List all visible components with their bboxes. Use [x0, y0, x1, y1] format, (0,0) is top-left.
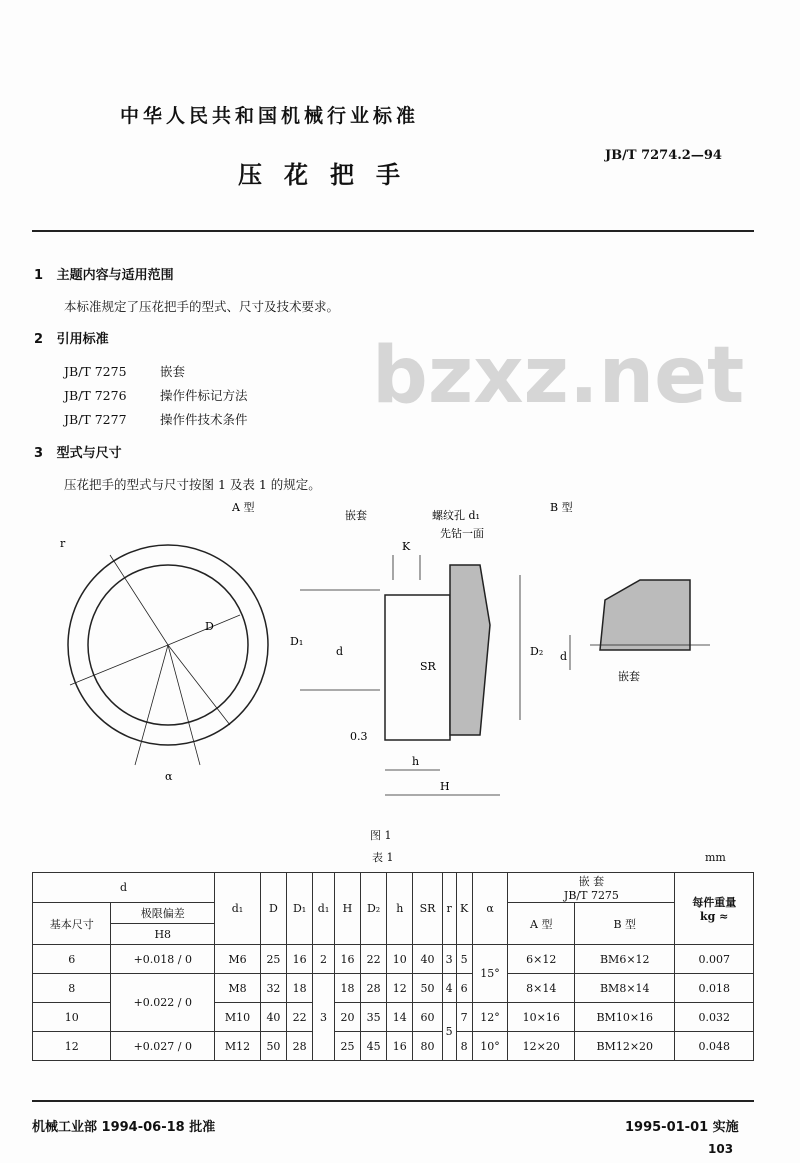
header-K: K	[456, 873, 472, 945]
cell: 12	[387, 974, 413, 1003]
cell: 3	[313, 974, 335, 1061]
cell: 32	[260, 974, 286, 1003]
cell: 18	[287, 974, 313, 1003]
header-r: r	[442, 873, 456, 945]
cell: 0.018	[675, 974, 754, 1003]
label-insert-b: 嵌套	[618, 670, 640, 683]
cell: 10×16	[508, 1003, 575, 1032]
cell: 0.048	[675, 1032, 754, 1061]
cell: 25	[334, 1032, 360, 1061]
header-alpha: α	[472, 873, 508, 945]
cell: 12°	[472, 1003, 508, 1032]
cell: 8	[456, 1032, 472, 1061]
cell: +0.018 / 0	[111, 945, 215, 974]
cell: 4	[442, 974, 456, 1003]
cell: 22	[361, 945, 387, 974]
section-1-heading: 1 主题内容与适用范围	[34, 268, 174, 283]
standard-number: JB/T 7274.2—94	[605, 148, 722, 163]
type-a-front-view	[68, 545, 268, 765]
header-SR: SR	[413, 873, 442, 945]
cell: 2	[313, 945, 335, 974]
cell: 12×20	[508, 1032, 575, 1061]
cell: 16	[334, 945, 360, 974]
section-2-heading: 2 引用标准	[34, 332, 109, 347]
header-d1b: d₁	[313, 873, 335, 945]
cell: 8×14	[508, 974, 575, 1003]
label-D: D	[205, 620, 214, 633]
cell: 16	[287, 945, 313, 974]
header-D2: D₂	[361, 873, 387, 945]
cell: 40	[413, 945, 442, 974]
label-type-b: B 型	[550, 501, 573, 514]
cell: BM12×20	[575, 1032, 675, 1061]
dimensions-table	[32, 872, 754, 1061]
cell: 3	[442, 945, 456, 974]
page-number: 103	[708, 1142, 734, 1156]
effective-date: 1995-01-01 实施	[625, 1120, 739, 1135]
header-deviation: 极限偏差	[111, 903, 215, 924]
cell: 10	[387, 945, 413, 974]
header-H: H	[334, 873, 360, 945]
reference: JB/T 7277 操作件技术条件	[64, 412, 248, 427]
cell: 10°	[472, 1032, 508, 1061]
label-insert: 嵌套	[345, 509, 367, 522]
cell: 8	[33, 974, 111, 1003]
cell: 35	[361, 1003, 387, 1032]
cell: 5	[456, 945, 472, 974]
figure-1-drawing	[0, 495, 800, 825]
label-alpha: α	[165, 770, 173, 783]
header-insert: 嵌 套 JB/T 7275	[508, 873, 675, 903]
cell: M6	[215, 945, 261, 974]
label-type-a: A 型	[232, 501, 255, 514]
cell: 50	[260, 1032, 286, 1061]
cell: 15°	[472, 945, 508, 1003]
reference: JB/T 7276 操作件标记方法	[64, 388, 248, 403]
type-a-section-view	[300, 555, 520, 795]
figure-caption: 图 1	[370, 829, 392, 842]
cell: 25	[260, 945, 286, 974]
table-row	[33, 974, 754, 1003]
cell: M12	[215, 1032, 261, 1061]
cell: M8	[215, 974, 261, 1003]
label-d-b: d	[560, 650, 568, 663]
cell: 60	[413, 1003, 442, 1032]
table-row	[33, 1032, 754, 1061]
cell: +0.022 / 0	[111, 974, 215, 1032]
cell: BM10×16	[575, 1003, 675, 1032]
label-H: H	[440, 780, 450, 793]
cell: 14	[387, 1003, 413, 1032]
cell: 0.032	[675, 1003, 754, 1032]
header-rule	[32, 230, 754, 232]
cell: 40	[260, 1003, 286, 1032]
cell: 45	[361, 1032, 387, 1061]
cell: 6	[33, 945, 111, 974]
section-3-heading: 3 型式与尺寸	[34, 446, 122, 461]
footer-rule	[32, 1100, 754, 1102]
table-row	[33, 945, 754, 974]
table-unit: mm	[705, 851, 726, 864]
section-3-body: 压花把手的型式与尺寸按图 1 及表 1 的规定。	[64, 477, 321, 492]
document-title: 压花把手	[238, 161, 422, 189]
cell: BM6×12	[575, 945, 675, 974]
header-weight: 每件重量 kg ≈	[675, 873, 754, 945]
approval-date: 机械工业部 1994-06-18 批准	[32, 1120, 216, 1135]
header-h: h	[387, 873, 413, 945]
reference: JB/T 7275 嵌套	[64, 364, 186, 379]
watermark: bzxz.net	[372, 331, 745, 421]
cell: 5	[442, 1003, 456, 1061]
header-d: d	[33, 873, 215, 903]
label-r: r	[60, 537, 66, 550]
cell: 18	[334, 974, 360, 1003]
cell: +0.027 / 0	[111, 1032, 215, 1061]
label-D2: D₂	[530, 645, 544, 658]
table-caption: 表 1	[372, 851, 394, 864]
cell: 10	[33, 1003, 111, 1032]
cell: 12	[33, 1032, 111, 1061]
cell: 6	[456, 974, 472, 1003]
header-d1: d₁	[215, 873, 261, 945]
header-type-a: A 型	[508, 903, 575, 945]
label-gap: 0.3	[350, 730, 368, 743]
header-type-b: B 型	[575, 903, 675, 945]
organization: 中华人民共和国机械行业标准	[120, 105, 420, 127]
cell: 80	[413, 1032, 442, 1061]
label-D1: D₁	[290, 635, 304, 648]
header-basic-size: 基本尺寸	[33, 903, 111, 945]
cell: 22	[287, 1003, 313, 1032]
label-SR: SR	[420, 660, 436, 673]
cell: 20	[334, 1003, 360, 1032]
header-h8: H8	[111, 924, 215, 945]
label-thread-hole: 螺纹孔 d₁	[432, 509, 480, 522]
cell: 28	[287, 1032, 313, 1061]
cell: 6×12	[508, 945, 575, 974]
cell: 50	[413, 974, 442, 1003]
label-d: d	[336, 645, 344, 658]
label-drill: 先钻一面	[440, 527, 484, 540]
cell: 16	[387, 1032, 413, 1061]
label-K: K	[402, 540, 411, 553]
section-1-body: 本标准规定了压花把手的型式、尺寸及技术要求。	[64, 299, 340, 314]
cell: 7	[456, 1003, 472, 1032]
header-D1: D₁	[287, 873, 313, 945]
type-b-section-view	[570, 580, 710, 670]
label-h: h	[412, 755, 420, 768]
cell: 28	[361, 974, 387, 1003]
cell: M10	[215, 1003, 261, 1032]
cell: BM8×14	[575, 974, 675, 1003]
header-D: D	[260, 873, 286, 945]
cell: 0.007	[675, 945, 754, 974]
